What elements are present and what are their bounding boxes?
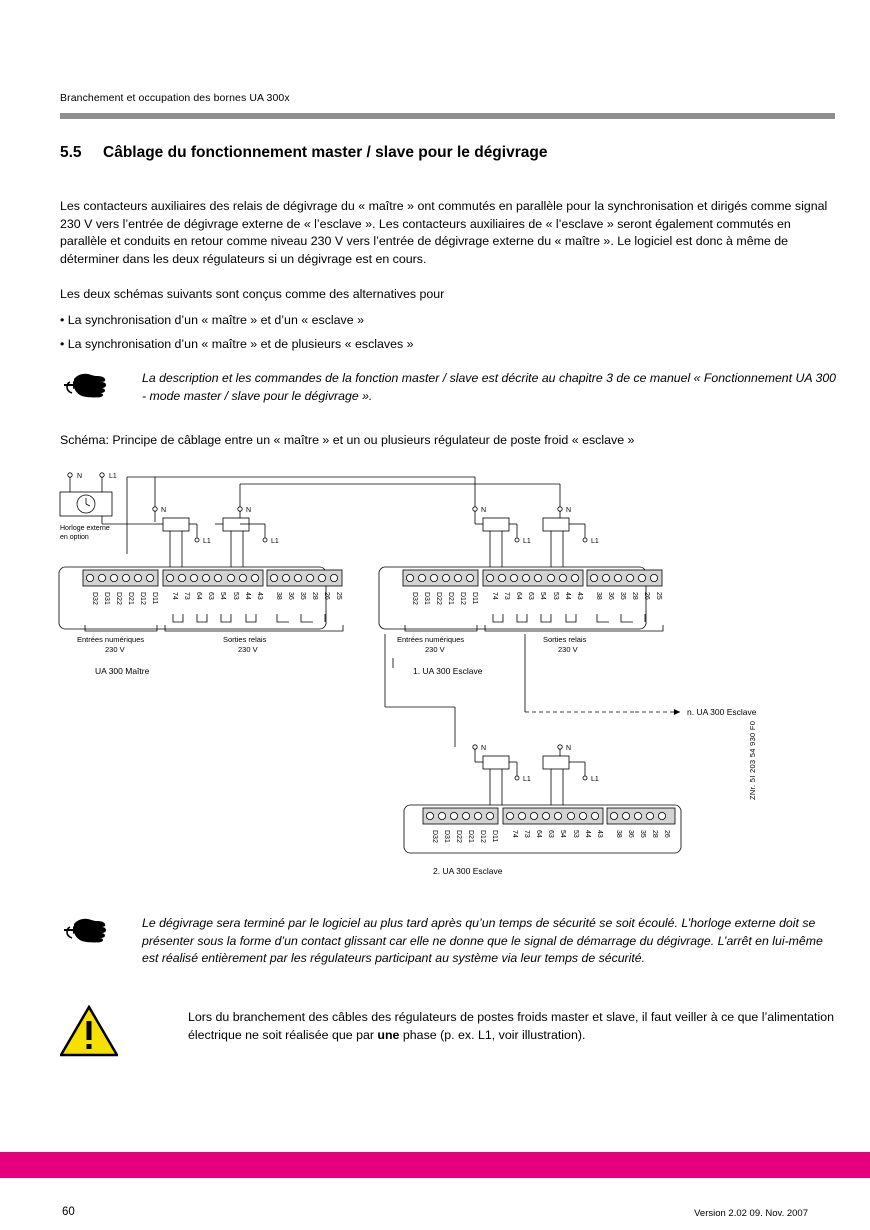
svg-text:D12: D12: [459, 592, 466, 605]
svg-text:en option: en option: [60, 534, 89, 541]
note-defrost-text: Le dégivrage sera terminé par le logiciel au plus tard après qu’un temps de sécurité se soit écoulé. L’horloge externe doit se présenter sous la forme d’un contact glissant car elle ne donne que le signal de démarrage du dégivrage. L’arrêt en lui-même est réalisé entièrement par les régulateurs participant au système via leur temps de sécurité.: [142, 916, 823, 965]
svg-text:38: 38: [275, 592, 282, 600]
svg-text:D31: D31: [443, 830, 450, 843]
svg-text:D22: D22: [435, 592, 442, 605]
svg-text:44: 44: [584, 830, 591, 838]
svg-text:43: 43: [256, 592, 263, 600]
note-block-defrost: [60, 915, 850, 995]
svg-text:73: 73: [503, 592, 510, 600]
drawing-code: ZNr. 5I 203 54 930 F0: [748, 720, 757, 800]
svg-text:26: 26: [663, 830, 670, 838]
svg-text:L1: L1: [591, 538, 599, 545]
svg-text:54: 54: [559, 830, 566, 838]
svg-text:64: 64: [515, 592, 522, 600]
svg-text:54: 54: [539, 592, 546, 600]
svg-text:63: 63: [207, 592, 214, 600]
svg-text:74: 74: [511, 830, 518, 838]
warning-block: [60, 1005, 850, 1065]
svg-text:28: 28: [631, 592, 638, 600]
svg-text:35: 35: [639, 830, 646, 838]
svg-text:D32: D32: [411, 592, 418, 605]
svg-text:64: 64: [195, 592, 202, 600]
bullet-one-slave: • La synchronisation d’un « maître » et d’un « esclave »: [60, 313, 364, 327]
svg-text:230 V: 230 V: [238, 645, 258, 654]
warning-text: [188, 1009, 868, 1044]
svg-text:54: 54: [219, 592, 226, 600]
svg-text:D32: D32: [431, 830, 438, 843]
svg-text:Sorties relais: Sorties relais: [223, 635, 267, 644]
svg-text:230 V: 230 V: [425, 645, 445, 654]
svg-text:D22: D22: [115, 592, 122, 605]
svg-text:N: N: [161, 507, 167, 514]
svg-text:D11: D11: [151, 592, 158, 605]
svg-text:36: 36: [627, 830, 634, 838]
paragraph-intro: Les contacteurs auxiliaires des relais de dégivrage du « maître » ont commutés en parallèle pour la synchronisation et dirigés comme signal 230 V vers l’entrée de dégivrage externe de « l’esclave ». Les contacteurs auxiliaires de « l’esclave » seront également commutés en parallèle et conduits en retour comme niveau 230 V vers l’entrée de dégivrage externe du « maître ». Le logiciel est donc à même de déterminer dans les deux régulateurs si un dégivrage est en cours.: [60, 199, 828, 266]
svg-text:L1: L1: [591, 776, 599, 783]
svg-text:43: 43: [576, 592, 583, 600]
svg-text:N: N: [481, 745, 487, 752]
svg-text:N: N: [566, 745, 572, 752]
svg-text:53: 53: [232, 592, 239, 600]
svg-text:D32: D32: [91, 592, 98, 605]
svg-text:28: 28: [651, 830, 658, 838]
svg-text:26: 26: [323, 592, 330, 600]
svg-text:43: 43: [596, 830, 603, 838]
svg-text:D21: D21: [467, 830, 474, 843]
section-number: 5.5: [60, 144, 82, 161]
svg-text:UA 300 Maître: UA 300 Maître: [95, 666, 150, 676]
svg-text:N: N: [481, 507, 487, 514]
svg-text:25: 25: [335, 592, 342, 600]
svg-text:74: 74: [171, 592, 178, 600]
svg-text:25: 25: [655, 592, 662, 600]
svg-text:D22: D22: [455, 830, 462, 843]
schema-caption: Schéma: Principe de câblage entre un « maître » et un ou plusieurs régulateur de poste froid « esclave »: [60, 433, 635, 447]
svg-text:38: 38: [615, 830, 622, 838]
warning-text-bold: une: [377, 1027, 400, 1042]
svg-text:D11: D11: [491, 830, 498, 843]
svg-text:44: 44: [244, 592, 251, 600]
bullet-multiple-slaves: • La synchronisation d’un « maître » et de plusieurs « esclaves »: [60, 337, 414, 351]
pointing-hand-icon: [60, 370, 108, 404]
svg-text:73: 73: [523, 830, 530, 838]
page-number: 60: [62, 1206, 75, 1218]
svg-text:74: 74: [491, 592, 498, 600]
footer-version: Version 2.02 09. Nov. 2007: [694, 1208, 808, 1219]
note-block-reference: [60, 370, 850, 420]
svg-text:53: 53: [572, 830, 579, 838]
svg-text:L1: L1: [109, 473, 117, 480]
svg-text:L1: L1: [523, 538, 531, 545]
svg-text:230 V: 230 V: [105, 645, 125, 654]
svg-text:63: 63: [547, 830, 554, 838]
svg-text:Horloge externe: Horloge externe: [60, 525, 110, 532]
svg-text:D21: D21: [127, 592, 134, 605]
pointing-hand-icon: [60, 915, 108, 949]
svg-text:28: 28: [311, 592, 318, 600]
paragraph-alternatives: Les deux schémas suivants sont conçus comme des alternatives pour: [60, 287, 445, 301]
svg-text:L1: L1: [203, 538, 211, 545]
svg-text:1. UA 300 Esclave: 1. UA 300 Esclave: [413, 666, 483, 676]
svg-text:36: 36: [607, 592, 614, 600]
svg-text:63: 63: [527, 592, 534, 600]
svg-text:230 V: 230 V: [558, 645, 578, 654]
svg-text:38: 38: [595, 592, 602, 600]
header-rule: [60, 113, 835, 119]
svg-text:44: 44: [564, 592, 571, 600]
svg-text:n. UA 300 Esclave: n. UA 300 Esclave: [687, 707, 757, 717]
svg-text:D11: D11: [471, 592, 478, 605]
svg-text:26: 26: [643, 592, 650, 600]
svg-text:53: 53: [552, 592, 559, 600]
svg-text:2. UA 300 Esclave: 2. UA 300 Esclave: [433, 866, 503, 876]
svg-text:D12: D12: [479, 830, 486, 843]
svg-text:D31: D31: [423, 592, 430, 605]
note-reference-text: La description et les commandes de la fonction master / slave est décrite au chapitre 3 de ce manuel « Fonctionnement UA 300 - mode master / slave pour le dégivrage ».: [142, 371, 837, 403]
svg-text:N: N: [246, 507, 252, 514]
svg-text:64: 64: [535, 830, 542, 838]
warning-text-part1: Lors du branchement des câbles des régulateurs de postes froids master et slave, il faut veiller à ce que l’alimentation électrique ne soit réalisée que par: [188, 1010, 835, 1042]
svg-text:35: 35: [619, 592, 626, 600]
svg-text:Sorties relais: Sorties relais: [543, 635, 587, 644]
svg-text:D21: D21: [447, 592, 454, 605]
svg-text:L1: L1: [523, 776, 531, 783]
wiring-diagram-svg: [55, 462, 815, 892]
warning-text-part2: phase (p. ex. L1, voir illustration).: [399, 1027, 586, 1042]
svg-text:Entrées numériques: Entrées numériques: [397, 635, 465, 644]
svg-text:N: N: [566, 507, 572, 514]
running-head: Branchement et occupation des bornes UA 300x: [60, 92, 290, 104]
svg-text:N: N: [77, 473, 83, 480]
svg-text:35: 35: [299, 592, 306, 600]
svg-text:L1: L1: [271, 538, 279, 545]
svg-text:Entrées numériques: Entrées numériques: [77, 635, 145, 644]
footer-bar: [0, 1152, 870, 1178]
wiring-diagram-figure: [55, 462, 815, 892]
section-title: Câblage du fonctionnement master / slave pour le dégivrage: [103, 144, 548, 161]
svg-text:D12: D12: [139, 592, 146, 605]
svg-text:73: 73: [183, 592, 190, 600]
svg-text:36: 36: [287, 592, 294, 600]
svg-text:D31: D31: [103, 592, 110, 605]
warning-triangle-icon: [60, 1005, 118, 1057]
